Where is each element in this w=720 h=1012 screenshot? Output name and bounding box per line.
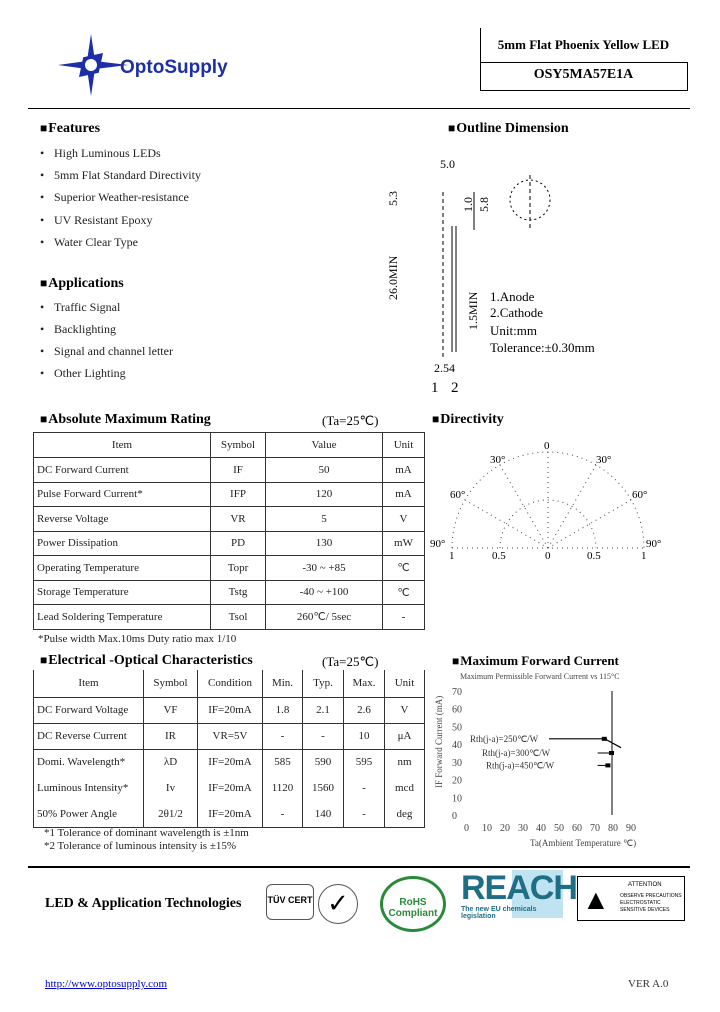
table-cell: mA: [383, 458, 425, 483]
table-row: [34, 775, 425, 801]
abs-max-heading: ■ Absolute Maximum Rating: [40, 412, 211, 428]
column-header: Symbol: [211, 433, 266, 458]
table-cell: VR=5V: [198, 723, 263, 749]
table-cell: 10: [344, 723, 385, 749]
x-axis-label: Ta(Ambient Temperature ℃): [530, 838, 637, 848]
angle-30-left: 30°: [490, 454, 506, 466]
table-cell: λD: [144, 749, 198, 775]
logo: [58, 34, 268, 96]
abs-max-table: [33, 432, 425, 630]
check-badge-icon: ✓: [318, 884, 358, 924]
table-cell: mW: [383, 531, 425, 556]
scale-1-left: 1: [449, 550, 455, 560]
note-unit: Unit:mm: [490, 323, 537, 338]
scale-0: 0: [545, 550, 551, 560]
table-cell: IR: [144, 723, 198, 749]
table-cell: -: [344, 801, 385, 827]
column-header: Unit: [385, 670, 425, 697]
scale-05-right: 0.5: [587, 550, 601, 560]
series-label: Rth(j-a)=250℃/W: [470, 733, 539, 744]
directivity-heading: ■ Directivity: [432, 412, 504, 428]
table-cell: DC Reverse Current: [34, 723, 144, 749]
table-cell: Luminous Intensity*: [34, 775, 144, 801]
table-cell: DC Forward Current: [34, 458, 211, 483]
table-cell: -: [263, 723, 303, 749]
feature-item: • Water Clear Type: [54, 235, 138, 250]
rohs-badge: RoHS Compliant: [380, 876, 446, 932]
series-label: Rth(j-a)=300℃/W: [482, 748, 551, 758]
table-row: [34, 723, 425, 749]
feature-item: • High Luminous LEDs: [54, 146, 161, 161]
application-item: • Backlighting: [54, 322, 116, 337]
reach-badge: [461, 869, 577, 920]
feature-item: • 5mm Flat Standard Directivity: [54, 168, 201, 183]
note-cathode: 2.Cathode: [490, 305, 544, 320]
table-cell: Storage Temperature: [34, 580, 211, 605]
pin-1-label: 1: [431, 380, 439, 396]
column-header: Min.: [263, 670, 303, 697]
feature-item: • UV Resistant Epoxy: [54, 213, 152, 228]
version: VER A.0: [628, 978, 669, 990]
product-title: 5mm Flat Phoenix Yellow LED: [497, 37, 670, 52]
table-cell: μA: [385, 723, 425, 749]
features-heading: ■ Features: [40, 121, 100, 137]
table-cell: DC Forward Voltage: [34, 697, 144, 723]
y-tick-label: 10: [452, 793, 462, 805]
column-header: Value: [266, 433, 383, 458]
eo-footnote-1: *1 Tolerance of dominant wavelength is ±1nm: [44, 827, 249, 839]
application-item: • Other Lighting: [54, 366, 126, 381]
table-cell: VR: [211, 507, 266, 532]
outline-heading: ■ Outline Dimension: [448, 121, 569, 137]
abs-max-condition: (Ta=25℃): [322, 413, 379, 428]
max-forward-current-chart: [430, 668, 690, 853]
table-row: [34, 697, 425, 723]
table-cell: mA: [383, 482, 425, 507]
dim-flat: 1.0: [461, 197, 475, 212]
table-cell: IF=20mA: [198, 697, 263, 723]
applications-heading: ■ Applications: [40, 276, 124, 292]
company-tagline: LED & Application Technologies: [45, 896, 242, 911]
y-axis-label: IF Forward Current (mA): [434, 695, 444, 788]
y-tick-label: 0: [452, 811, 457, 822]
y-tick-label: 40: [452, 740, 462, 752]
esd-attention-badge: [577, 876, 685, 921]
eo-footnote-2: *2 Tolerance of luminous intensity is ±15%: [44, 840, 237, 852]
table-cell: -: [263, 801, 303, 827]
outline-drawing: [380, 150, 620, 400]
column-header: Item: [34, 670, 144, 697]
table-cell: ℃: [383, 580, 425, 605]
reach-subtext: The new EU chemicals legislation: [461, 906, 537, 920]
table-row: [34, 801, 425, 827]
x-tick-label: 70: [590, 823, 600, 834]
column-header: Typ.: [303, 670, 344, 697]
series-marker-0: [602, 737, 607, 741]
x-tick-label: 30: [518, 823, 528, 834]
table-cell: 2.1: [303, 697, 344, 723]
dim-lead: 26.0MIN: [386, 255, 400, 300]
table-cell: 50: [266, 458, 383, 483]
angle-0: 0: [544, 440, 550, 452]
y-tick-label: 70: [452, 687, 462, 698]
table-cell: 120: [266, 482, 383, 507]
x-tick-label: 60: [572, 823, 582, 834]
application-item: • Traffic Signal: [54, 300, 120, 315]
pin-2-label: 2: [451, 380, 459, 396]
logo-text: OptoSupply: [120, 57, 228, 78]
table-cell: IF=20mA: [198, 749, 263, 775]
table-cell: 50% Power Angle: [34, 801, 144, 827]
table-cell: Iv: [144, 775, 198, 801]
eo-table: [33, 670, 425, 828]
table-cell: Lead Soldering Temperature: [34, 605, 211, 630]
table-cell: 1560: [303, 775, 344, 801]
x-tick-label: 10: [482, 823, 492, 834]
table-cell: V: [385, 697, 425, 723]
application-item: • Signal and channel letter: [54, 344, 173, 359]
table-row: [34, 580, 425, 605]
website-link[interactable]: http://www.optosupply.com: [45, 978, 168, 990]
table-cell: -: [303, 723, 344, 749]
dim-height: 5.3: [386, 191, 400, 206]
tuv-badge: TÜV CERT: [266, 884, 314, 920]
angle-60-left: 60°: [450, 489, 466, 501]
eo-condition: (Ta=25℃): [322, 654, 379, 669]
table-cell: Topr: [211, 556, 266, 581]
table-cell: 585: [263, 749, 303, 775]
chart-subtitle: Maximum Permissible Forward Current vs 115°C: [460, 672, 620, 681]
y-tick-label: 60: [452, 704, 462, 716]
table-cell: 590: [303, 749, 344, 775]
x-tick-label: 0: [464, 823, 469, 834]
table-cell: 140: [303, 801, 344, 827]
table-cell: deg: [385, 801, 425, 827]
series-marker-2: [605, 763, 610, 767]
table-cell: VF: [144, 697, 198, 723]
table-header-row: [34, 433, 425, 458]
table-row: [34, 507, 425, 532]
directivity-chart: [430, 435, 690, 560]
column-header: Item: [34, 433, 211, 458]
x-tick-label: 20: [500, 823, 510, 834]
series-label: Rth(j-a)=450℃/W: [486, 760, 555, 771]
dim-pitch: 2.54: [434, 361, 455, 375]
table-header-row: [34, 670, 425, 697]
table-cell: 2θ1/2: [144, 801, 198, 827]
scale-05-left: 0.5: [492, 550, 506, 560]
abs-max-footnote: *Pulse width Max.10ms Duty ratio max 1/10: [38, 633, 237, 645]
table-row: [34, 605, 425, 630]
y-tick-label: 20: [452, 775, 462, 787]
table-cell: nm: [385, 749, 425, 775]
table-row: [34, 458, 425, 483]
table-cell: Domi. Wavelength*: [34, 749, 144, 775]
table-cell: 260℃/ 5sec: [266, 605, 383, 630]
table-cell: V: [383, 507, 425, 532]
y-tick-label: 30: [452, 757, 462, 769]
table-cell: IFP: [211, 482, 266, 507]
table-cell: Operating Temperature: [34, 556, 211, 581]
dim-dia: 5.8: [477, 197, 491, 212]
table-cell: -30 ~ +85: [266, 556, 383, 581]
table-cell: 2.6: [344, 697, 385, 723]
attention-text: OBSERVE PRECAUTIONS ELECTROSTATIC SENSITIVE DEVICES: [620, 893, 682, 913]
table-cell: Power Dissipation: [34, 531, 211, 556]
table-row: [34, 482, 425, 507]
angle-90-left: 90°: [430, 538, 446, 550]
attention-label: ATTENTION: [628, 882, 662, 888]
angle-90-right: 90°: [646, 538, 662, 550]
angle-60-right: 60°: [632, 489, 648, 501]
note-tolerance: Tolerance:±0.30mm: [490, 340, 595, 355]
table-cell: Reverse Voltage: [34, 507, 211, 532]
table-cell: 1120: [263, 775, 303, 801]
star-logo-icon: [58, 34, 128, 96]
column-header: Unit: [383, 433, 425, 458]
chart-title: ■ Maximum Forward Current: [452, 653, 619, 669]
series-line-0: [549, 739, 621, 748]
note-anode: 1.Anode: [490, 289, 535, 304]
table-cell: Tsol: [211, 605, 266, 630]
table-cell: Tstg: [211, 580, 266, 605]
x-tick-label: 80: [608, 823, 618, 834]
scale-1-right: 1: [641, 550, 647, 560]
x-tick-label: 40: [536, 823, 546, 834]
table-cell: IF=20mA: [198, 801, 263, 827]
x-tick-label: 50: [554, 823, 564, 834]
table-cell: Pulse Forward Current*: [34, 482, 211, 507]
y-tick-label: 50: [452, 722, 462, 734]
dim-width: 5.0: [440, 157, 455, 171]
x-tick-label: 90: [626, 823, 636, 834]
column-header: Condition: [198, 670, 263, 697]
esd-warning-icon: ▲: [582, 884, 610, 915]
table-cell: 1.8: [263, 697, 303, 723]
table-cell: mcd: [385, 775, 425, 801]
angle-30-right: 30°: [596, 454, 612, 466]
part-number: OSY5MA57E1A: [533, 67, 634, 82]
reach-text: REACH: [461, 869, 577, 907]
table-cell: -: [344, 775, 385, 801]
column-header: Symbol: [144, 670, 198, 697]
table-row: [34, 556, 425, 581]
table-cell: ℃: [383, 556, 425, 581]
dim-min: 1.5MIN: [466, 291, 480, 330]
feature-item: • Superior Weather-resistance: [54, 190, 189, 205]
table-cell: 130: [266, 531, 383, 556]
table-row: [34, 531, 425, 556]
table-cell: 5: [266, 507, 383, 532]
eo-heading: ■ Electrical -Optical Characteristics: [40, 653, 253, 669]
table-cell: -: [383, 605, 425, 630]
table-cell: PD: [211, 531, 266, 556]
table-cell: -40 ~ +100: [266, 580, 383, 605]
table-cell: IF=20mA: [198, 775, 263, 801]
column-header: Max.: [344, 670, 385, 697]
table-row: [34, 749, 425, 775]
table-cell: 595: [344, 749, 385, 775]
table-cell: IF: [211, 458, 266, 483]
series-marker-1: [609, 751, 614, 755]
